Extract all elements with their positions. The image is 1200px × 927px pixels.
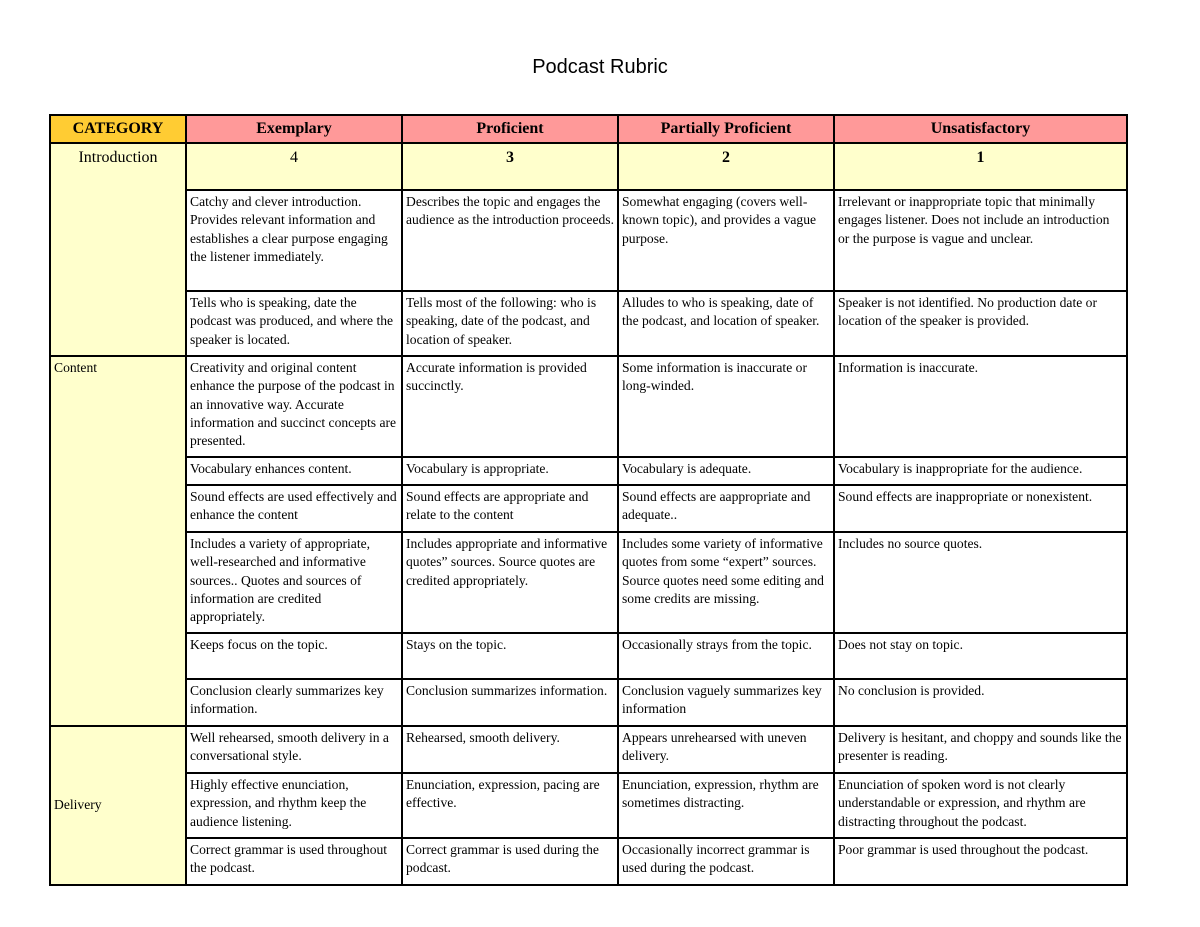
rubric-cell: Well rehearsed, smooth delivery in a conversational style. (186, 726, 402, 773)
score-exemplary: 4 (186, 143, 402, 190)
table-row (50, 838, 1127, 885)
rubric-cell: No conclusion is provided. (834, 679, 1127, 726)
rubric-cell: Tells most of the following: who is speaking, date of the podcast, and location of speaker. (402, 291, 618, 356)
rubric-cell: Conclusion clearly summarizes key information. (186, 679, 402, 726)
rubric-cell: Speaker is not identified. No production date or location of the speaker is provided. (834, 291, 1127, 356)
table-row (50, 291, 1127, 356)
score-proficient: 3 (402, 143, 618, 190)
rubric-cell: Includes appropriate and informative quotes” sources. Source quotes are credited appropriately. (402, 532, 618, 633)
rubric-cell: Highly effective enunciation, expression, and rhythm keep the audience listening. (186, 773, 402, 838)
table-row (50, 633, 1127, 679)
rubric-cell: Stays on the topic. (402, 633, 618, 679)
rubric-cell: Tells who is speaking, date the podcast was produced, and where the speaker is located. (186, 291, 402, 356)
table-row (50, 190, 1127, 291)
rubric-cell: Creativity and original content enhance the purpose of the podcast in an innovative way. Accurate information and succinct concepts are presented. (186, 356, 402, 457)
rubric-cell: Delivery is hesitant, and choppy and sounds like the presenter is reading. (834, 726, 1127, 773)
rubric-cell: Sound effects are used effectively and enhance the content (186, 485, 402, 532)
rubric-cell: Vocabulary enhances content. (186, 457, 402, 485)
header-partially-proficient: Partially Proficient (618, 115, 834, 143)
rubric-cell: Vocabulary is appropriate. (402, 457, 618, 485)
rubric-cell: Catchy and clever introduction. Provides relevant information and establishes a clear purpose engaging the listener immediately. (186, 190, 402, 291)
rubric-cell: Sound effects are appropriate and relate to the content (402, 485, 618, 532)
header-row (50, 115, 1127, 143)
category-introduction: Introduction (50, 143, 186, 356)
rubric-cell: Sound effects are aappropriate and adequate.. (618, 485, 834, 532)
table-row (50, 679, 1127, 726)
rubric-cell: Includes some variety of informative quotes from some “expert” sources. Source quotes need some editing and some credits are missing. (618, 532, 834, 633)
rubric-cell: Includes a variety of appropriate, well-researched and informative sources.. Quotes and sources of information are credited appropriately. (186, 532, 402, 633)
rubric-cell: Poor grammar is used throughout the podcast. (834, 838, 1127, 885)
page-title: Podcast Rubric (532, 56, 668, 78)
score-row (50, 143, 1127, 190)
rubric-cell: Correct grammar is used throughout the podcast. (186, 838, 402, 885)
rubric-cell: Vocabulary is inappropriate for the audience. (834, 457, 1127, 485)
header-proficient: Proficient (402, 115, 618, 143)
table-row (50, 457, 1127, 485)
rubric-cell: Alludes to who is speaking, date of the podcast, and location of speaker. (618, 291, 834, 356)
rubric-cell: Includes no source quotes. (834, 532, 1127, 633)
rubric-cell: Appears unrehearsed with uneven delivery. (618, 726, 834, 773)
header-unsatisfactory: Unsatisfactory (834, 115, 1127, 143)
rubric-cell: Enunciation, expression, pacing are effective. (402, 773, 618, 838)
table-row (50, 726, 1127, 773)
category-delivery: Delivery (50, 726, 186, 885)
rubric-cell: Enunciation, expression, rhythm are sometimes distracting. (618, 773, 834, 838)
table-row (50, 532, 1127, 633)
rubric-cell: Some information is inaccurate or long-winded. (618, 356, 834, 457)
rubric-cell: Somewhat engaging (covers well-known topic), and provides a vague purpose. (618, 190, 834, 291)
rubric-cell: Conclusion vaguely summarizes key information (618, 679, 834, 726)
header-category: CATEGORY (50, 115, 186, 143)
rubric-cell: Describes the topic and engages the audience as the introduction proceeds. (402, 190, 618, 291)
rubric-cell: Occasionally strays from the topic. (618, 633, 834, 679)
rubric-cell: Sound effects are inappropriate or nonexistent. (834, 485, 1127, 532)
header-exemplary: Exemplary (186, 115, 402, 143)
table-row (50, 485, 1127, 532)
score-partially-proficient: 2 (618, 143, 834, 190)
rubric-cell: Accurate information is provided succinctly. (402, 356, 618, 457)
rubric-cell: Correct grammar is used during the podcast. (402, 838, 618, 885)
rubric-cell: Irrelevant or inappropriate topic that minimally engages listener. Does not include an introduction or the purpose is vague and unclear. (834, 190, 1127, 291)
category-content: Content (50, 356, 186, 726)
rubric-cell: Enunciation of spoken word is not clearly understandable or expression, and rhythm are distracting throughout the podcast. (834, 773, 1127, 838)
rubric-cell: Does not stay on topic. (834, 633, 1127, 679)
rubric-cell: Information is inaccurate. (834, 356, 1127, 457)
table-row (50, 356, 1127, 457)
rubric-table (49, 114, 1128, 886)
table-row (50, 773, 1127, 838)
rubric-cell: Keeps focus on the topic. (186, 633, 402, 679)
score-unsatisfactory: 1 (834, 143, 1127, 190)
rubric-cell: Occasionally incorrect grammar is used during the podcast. (618, 838, 834, 885)
rubric-cell: Vocabulary is adequate. (618, 457, 834, 485)
rubric-cell: Rehearsed, smooth delivery. (402, 726, 618, 773)
rubric-cell: Conclusion summarizes information. (402, 679, 618, 726)
